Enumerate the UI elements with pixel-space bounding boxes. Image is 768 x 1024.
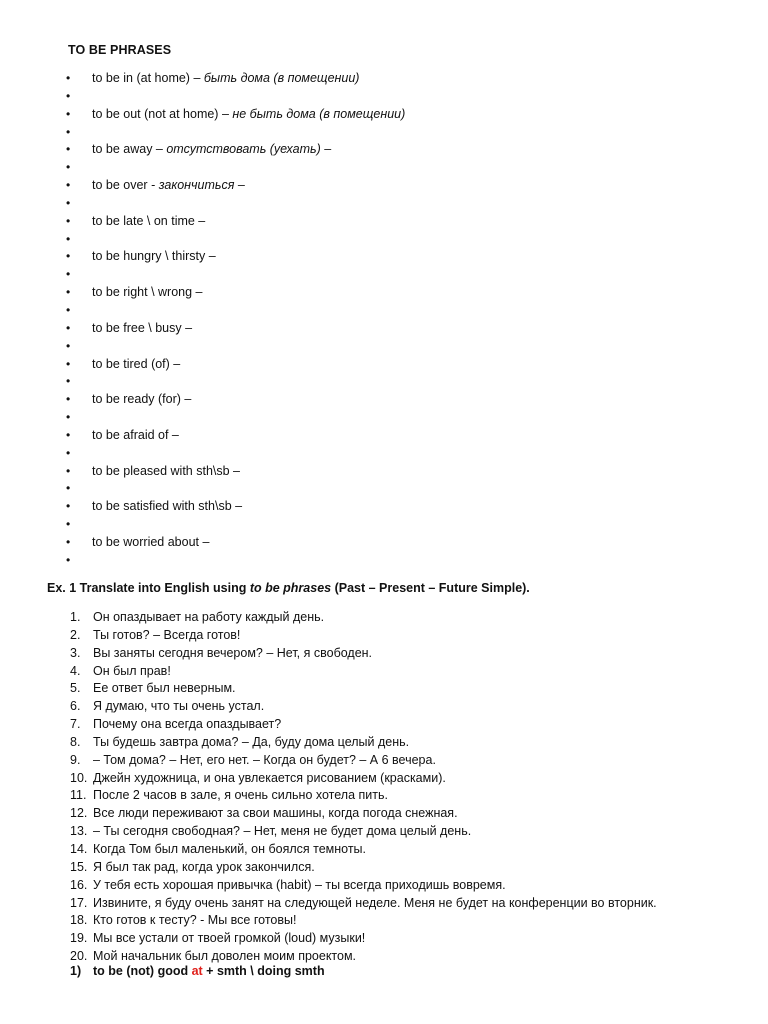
phrase-english: to be out (not at home) – (92, 106, 233, 121)
sentence-text: Я думаю, что ты очень устал. (93, 699, 265, 714)
phrase-text (92, 70, 359, 88)
sentence-text: Ты будешь завтра дома? – Да, буду дома целый день. (93, 734, 410, 749)
sentence-item (0, 680, 768, 698)
phrase-item (0, 284, 768, 302)
sentence-item (0, 930, 768, 948)
sentence-text: Джейн художница, и она увлекается рисованием (красками). (93, 770, 446, 785)
bullet-icon: • (66, 410, 71, 425)
phrase-text (92, 356, 180, 374)
phrase-russian: быть дома (в помещении) (203, 71, 360, 85)
bullet-icon: • (66, 356, 71, 371)
phrase-russian: не быть дома (в помещении) (232, 106, 406, 121)
phrase-text (92, 248, 216, 266)
phrase-text (92, 534, 209, 552)
bullet-icon: • (66, 499, 71, 514)
phrase-text (92, 498, 242, 516)
phrase-russian: закончиться (158, 178, 235, 193)
bullet-icon: • (66, 160, 71, 175)
sentence-number: 2. (70, 627, 81, 642)
sentence-text: – Том дома? – Нет, его нет. – Когда он будет? – А 6 вечера. (93, 752, 436, 767)
grammar-item (0, 961, 768, 981)
grammar-item-highlight: at (191, 964, 203, 978)
exercise-heading (47, 581, 530, 595)
phrase-text (92, 391, 191, 409)
sentence-item (0, 912, 768, 930)
empty-bullet-item (0, 445, 768, 463)
sentence-number: 20. (70, 949, 88, 964)
phrase-english: to be over - (92, 178, 159, 193)
sentence-text: После 2 часов в зале, я очень сильно хотела пить. (93, 788, 388, 803)
sentence-text: Мы все устали от твоей громкой (loud) музыки! (93, 931, 366, 946)
bullet-icon: • (66, 142, 71, 157)
sentence-item (0, 877, 768, 895)
phrase-english: to be tired (of) – (92, 356, 181, 371)
sentence-item (0, 823, 768, 841)
sentence-text: У тебя есть хорошая привычка (habit) – ты всегда приходишь вовремя. (93, 877, 506, 892)
phrase-english: to be afraid of – (92, 427, 179, 442)
bullet-icon: • (66, 195, 71, 210)
sentence-text: Все люди переживают за свои машины, когда погода снежная. (93, 806, 458, 821)
bullet-icon: • (66, 178, 71, 193)
phrase-english: to be worried about – (92, 534, 210, 549)
bullet-icon: • (66, 517, 71, 532)
phrase-item (0, 498, 768, 516)
empty-bullet-item (0, 480, 768, 498)
sentence-item (0, 770, 768, 788)
sentence-text: Ее ответ был неверным. (93, 681, 236, 696)
grammar-item-before: to be (not) good (93, 964, 192, 978)
phrase-item (0, 70, 768, 88)
phrase-item (0, 141, 768, 159)
exercise-suffix: (Past – Present – Future Simple). (331, 581, 530, 595)
sentence-item (0, 805, 768, 823)
phrase-text (92, 213, 205, 231)
bullet-icon: • (66, 302, 71, 317)
bullet-icon: • (66, 213, 71, 228)
bullet-icon: • (66, 481, 71, 496)
sentence-number: 7. (70, 717, 81, 732)
phrase-item (0, 534, 768, 552)
phrase-russian: отсутствовать (уехать) (166, 142, 321, 157)
sentence-item (0, 645, 768, 663)
sentence-item (0, 859, 768, 877)
sentence-number: 1. (70, 610, 81, 624)
sentence-item (0, 663, 768, 681)
phrase-english: to be away – (92, 142, 167, 157)
sentence-text: Мой начальник был доволен моим проектом. (93, 949, 357, 964)
sentence-text: – Ты сегодня свободная? – Нет, меня не будет дома целый день. (93, 824, 472, 839)
phrase-english: to be free \ busy – (92, 320, 193, 335)
sentence-text: Почему она всегда опаздывает? (93, 717, 282, 732)
bullet-icon: • (66, 338, 71, 353)
sentence-number: 9. (70, 752, 81, 767)
phrase-text (92, 463, 240, 481)
phrase-text (92, 320, 192, 338)
exercise-italic: to be phrases (249, 581, 332, 595)
bullet-icon: • (66, 463, 71, 478)
bullet-icon: • (66, 534, 71, 549)
phrase-text (92, 141, 331, 159)
grammar-item-after: + smth \ doing smth (202, 964, 325, 978)
phrase-english: to be ready (for) – (92, 392, 192, 407)
grammar-item-number: 1) (70, 964, 82, 978)
empty-bullet-item (0, 338, 768, 356)
bullet-icon: • (66, 88, 71, 103)
phrase-item (0, 463, 768, 481)
phrase-text (92, 106, 405, 124)
empty-bullet-item (0, 373, 768, 391)
sentence-text: Вы заняты сегодня вечером? – Нет, я свободен. (93, 645, 373, 660)
sentence-number: 15. (70, 859, 88, 874)
phrase-item (0, 391, 768, 409)
bullet-icon: • (66, 249, 71, 264)
phrase-text (92, 427, 179, 445)
sentence-number: 19. (70, 931, 88, 946)
sentence-number: 13. (70, 824, 88, 839)
empty-bullet-item (0, 516, 768, 534)
empty-bullet-item (0, 409, 768, 427)
grammar-item-text (93, 961, 325, 981)
phrase-english: to be late \ on time – (92, 213, 206, 228)
sentence-text: Кто готов к тесту? - Мы все готовы! (93, 913, 297, 928)
phrase-text (92, 177, 245, 195)
sentence-number: 18. (70, 913, 88, 928)
sentence-number: 5. (70, 681, 81, 696)
phrase-item (0, 320, 768, 338)
sentence-number: 4. (70, 663, 81, 678)
sentence-number: 16. (70, 877, 88, 892)
sentence-item (0, 787, 768, 805)
bullet-icon: • (66, 71, 71, 85)
sentence-text: Ты готов? – Всегда готов! (93, 627, 241, 642)
phrase-english: to be right \ wrong – (92, 285, 203, 300)
bullet-icon: • (66, 445, 71, 460)
sentence-item (0, 627, 768, 645)
bullet-icon: • (66, 320, 71, 335)
empty-bullet-item (0, 302, 768, 320)
phrase-bullet-list (0, 70, 768, 570)
bullet-icon: • (66, 124, 71, 139)
phrase-item (0, 213, 768, 231)
phrase-tail: – (320, 142, 332, 157)
sentence-text: Извините, я буду очень занят на следующей неделе. Меня не будет на конференции во вторник. (93, 895, 657, 910)
sentence-item (0, 609, 768, 627)
sentence-text: Он был прав! (93, 663, 171, 678)
sentence-number: 8. (70, 734, 81, 749)
phrase-english: to be in (at home) – (92, 71, 204, 85)
bullet-icon: • (66, 552, 71, 567)
sentence-item (0, 698, 768, 716)
bullet-icon: • (66, 427, 71, 442)
sentence-number: 11. (70, 788, 87, 803)
sentence-text: Когда Том был маленький, он боялся темноты. (93, 841, 367, 856)
sentence-item (0, 841, 768, 859)
phrase-item (0, 248, 768, 266)
sentence-number: 14. (70, 841, 88, 856)
sentence-number: 6. (70, 699, 81, 714)
bullet-icon: • (66, 267, 71, 282)
phrase-english: to be satisfied with sth\sb – (92, 499, 243, 514)
sentence-item (0, 734, 768, 752)
sentence-text: Он опаздывает на работу каждый день. (93, 610, 325, 624)
phrase-english: to be pleased with sth\sb – (92, 463, 241, 478)
bullet-icon: • (66, 106, 71, 121)
exercise-prefix: Ex. 1 Translate into English using (47, 581, 250, 595)
sentence-item (0, 895, 768, 913)
sentence-item (0, 752, 768, 770)
phrase-text (92, 284, 202, 302)
bullet-icon: • (66, 285, 71, 300)
sentence-number: 12. (70, 806, 88, 821)
phrase-tail: – (234, 178, 245, 193)
phrase-english: to be hungry \ thirsty – (92, 249, 216, 264)
empty-bullet-item (0, 231, 768, 249)
phrase-item (0, 177, 768, 195)
empty-bullet-item (0, 124, 768, 142)
bullet-icon: • (66, 231, 71, 246)
sentence-list (0, 609, 768, 966)
empty-bullet-item (0, 88, 768, 106)
bullet-icon: • (66, 392, 71, 407)
empty-bullet-item (0, 266, 768, 284)
bullet-icon: • (66, 374, 71, 389)
phrase-item (0, 106, 768, 124)
empty-bullet-item (0, 159, 768, 177)
page-title: TO BE PHRASES (68, 43, 172, 57)
empty-bullet-item (0, 552, 768, 570)
sentence-number: 17. (70, 895, 88, 910)
phrase-item (0, 427, 768, 445)
phrase-item (0, 356, 768, 374)
sentence-text: Я был так рад, когда урок закончился. (93, 859, 315, 874)
empty-bullet-item (0, 195, 768, 213)
sentence-item (0, 716, 768, 734)
sentence-number: 3. (70, 645, 81, 660)
sentence-number: 10. (70, 770, 88, 785)
